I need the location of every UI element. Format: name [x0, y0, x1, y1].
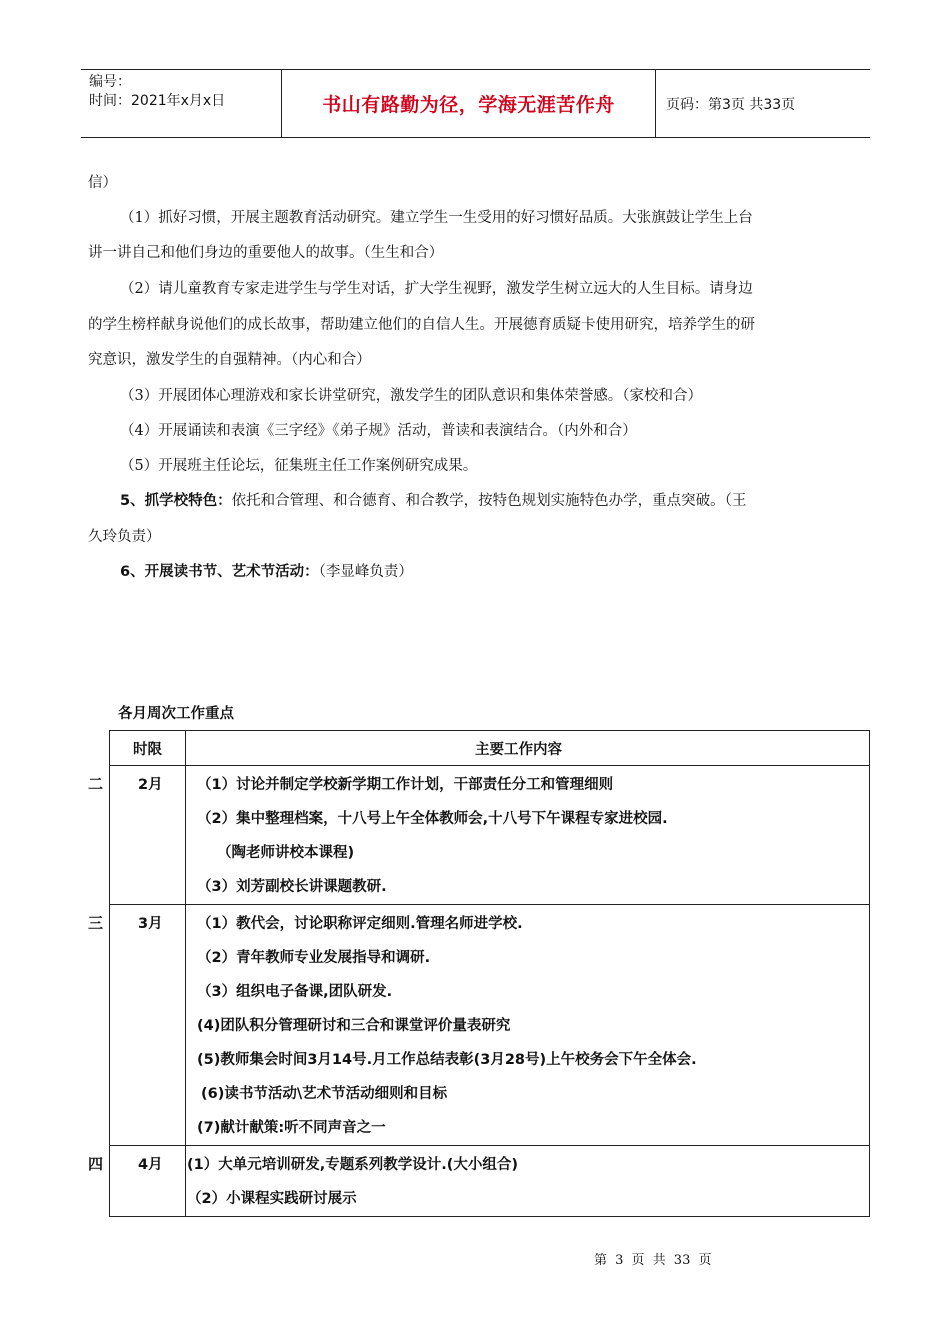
row-side-label: 二	[88, 775, 104, 793]
time-label: 时间：2021年x月x日	[89, 93, 226, 109]
table-item: (4)团队积分管理研讨和三合和课堂评价量表研究	[197, 1018, 511, 1034]
column-divider	[185, 731, 186, 1216]
month-cell: 2月	[138, 777, 163, 793]
text-line: 信）	[88, 175, 117, 191]
month-cell: 4月	[138, 1157, 163, 1173]
column-header-content: 主要工作内容	[475, 742, 562, 758]
row-divider	[109, 1145, 869, 1146]
row-side-label: 三	[88, 914, 104, 932]
section-6-title: 6、开展读书节、艺术节活动：	[120, 564, 319, 580]
section-5-title: 5、抓学校特色：	[120, 493, 232, 509]
month-cell: 3月	[138, 916, 163, 932]
text-line: （5）开展班主任论坛，征集班主任工作案例研究成果。	[120, 458, 478, 474]
section-5	[120, 492, 900, 510]
table-item: （1）讨论并制定学校新学期工作计划，干部责任分工和管理细则	[197, 777, 614, 793]
text-line: （1）抓好习惯，开展主题教育活动研究。建立学生一生受用的好习惯好品质。大张旗鼓让学生上台	[120, 210, 753, 226]
text-line: （4）开展诵读和表演《三字经》《弟子规》活动，普读和表演结合。（内外和合）	[120, 423, 637, 439]
table-title: 各月周次工作重点	[118, 706, 234, 722]
schedule-table	[109, 730, 870, 1217]
page-footer: 第 3 页 共 33 页	[594, 1253, 712, 1268]
section-6	[120, 563, 900, 581]
text-line: 究意识，激发学生的自强精神。（内心和合）	[88, 352, 371, 368]
header-page-code: 页码：第3页 共33页	[666, 96, 796, 113]
text-line: （3）开展团体心理游戏和家长讲堂研究，激发学生的团队意识和集体荣誉感。（家校和合）	[120, 388, 702, 404]
table-item: (6)读书节活动\艺术节活动细则和目标	[201, 1086, 448, 1102]
table-item: （2）集中整理档案，十八号上午全体教师会,十八号下午课程专家进校园.	[197, 811, 668, 827]
table-item: (1）大单元培训研发,专题系列教学设计.(大小组合)	[187, 1157, 518, 1173]
table-item: （陶老师讲校本课程)	[217, 845, 355, 861]
section-6-text: （李显峰负责）	[318, 564, 413, 580]
header-meta	[81, 70, 282, 137]
page-header	[81, 69, 870, 138]
table-item: （3）刘芳副校长讲课题教研.	[197, 879, 387, 895]
text-line: 讲一讲自己和他们身边的重要他人的故事。（生生和合）	[88, 245, 444, 261]
table-item: （3）组织电子备课,团队研发.	[197, 984, 393, 1000]
number-label: 编号：	[89, 74, 131, 90]
column-header-period: 时限	[133, 742, 162, 758]
table-item: (7)献计献策:听不同声音之一	[197, 1120, 386, 1136]
table-border	[109, 731, 110, 1216]
row-divider	[109, 765, 869, 766]
row-divider	[109, 904, 869, 905]
section-5-text: 依托和合管理、和合德育、和合教学，按特色规划实施特色办学，重点突破。（王	[231, 493, 747, 509]
header-motto: 书山有路勤为径，学海无涯苦作舟	[282, 70, 656, 137]
table-item: （2）青年教师专业发展指导和调研.	[197, 950, 431, 966]
table-item: （1）教代会，讨论职称评定细则.管理名师进学校.	[197, 916, 523, 932]
table-item: (5)教师集会时间3月14号.月工作总结表彰(3月28号)上午校务会下午全体会.	[197, 1052, 697, 1068]
text-line: 久玲负责）	[88, 529, 161, 545]
table-item: （2）小课程实践研讨展示	[187, 1191, 357, 1207]
row-side-label: 四	[88, 1155, 104, 1173]
text-line: （2）请儿童教育专家走进学生与学生对话，扩大学生视野，激发学生树立远大的人生目标。请身边	[120, 281, 753, 297]
text-line: 的学生榜样献身说他们的成长故事，帮助建立他们的自信人生。开展德育质疑卡使用研究，培养学生的研	[88, 317, 755, 333]
